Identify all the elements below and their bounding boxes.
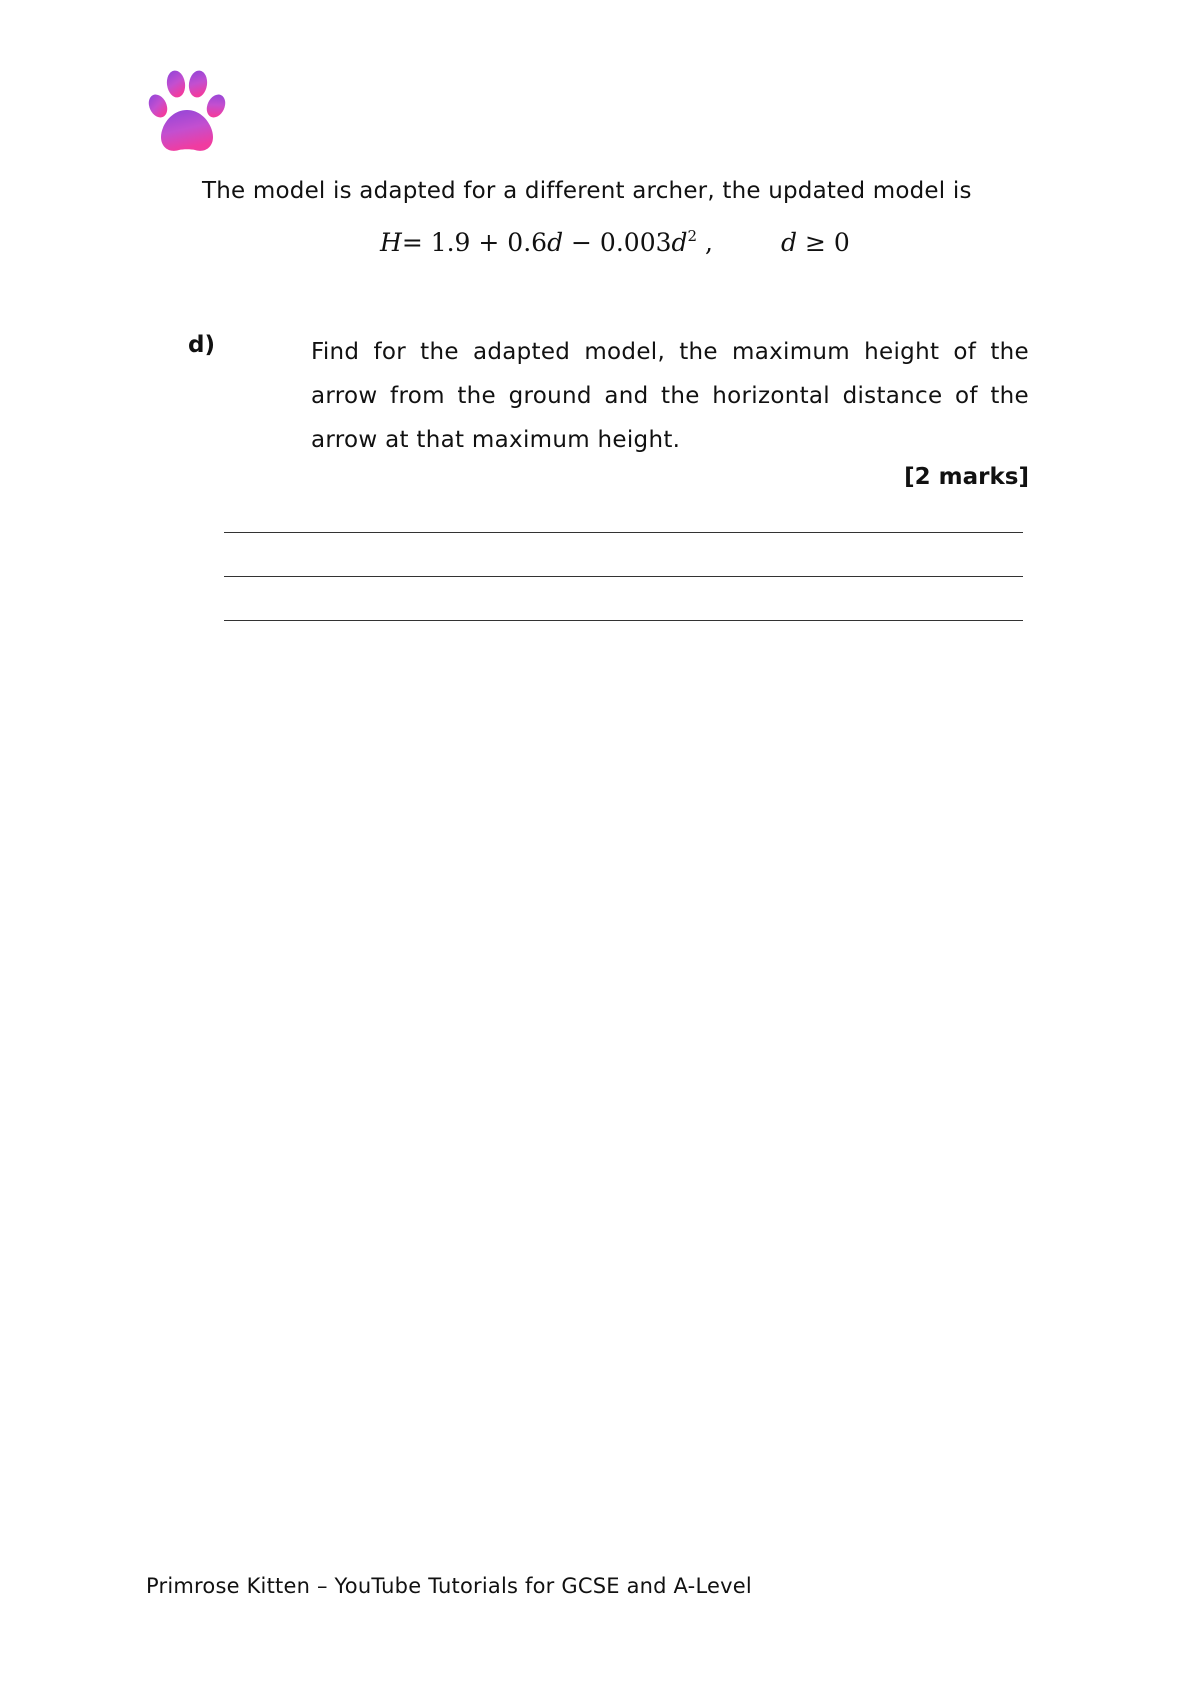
question-text: Find for the adapted model, the maximum height of the arrow from the ground and the horizontal distance of the arrow at that maximum height. [311, 339, 1029, 453]
equation-exponent: 2 [687, 227, 698, 245]
equation-var-d-squared: d [671, 228, 688, 257]
footer-text: Primrose Kitten – YouTube Tutorials for GCSE and A-Level [146, 1574, 752, 1598]
equation-lhs: H [380, 228, 402, 257]
answer-line[interactable] [224, 576, 1023, 577]
intro-text: The model is adapted for a different archer, the updated model is [202, 178, 972, 204]
equation-var-d: d [547, 228, 564, 257]
equation-part-2: − 0.003 [563, 228, 672, 257]
question-label: d) [188, 332, 215, 358]
equation-separator: , [697, 228, 713, 257]
marks-badge: [2 marks] [904, 464, 1029, 490]
condition-text: ≥ 0 [797, 228, 850, 257]
answer-line[interactable] [224, 532, 1023, 533]
equation-part-1: = 1.9 + 0.6 [401, 228, 548, 257]
model-equation [380, 228, 850, 257]
condition-var: d [780, 228, 797, 257]
answer-line[interactable] [224, 620, 1023, 621]
paw-print-logo-icon [147, 70, 227, 154]
